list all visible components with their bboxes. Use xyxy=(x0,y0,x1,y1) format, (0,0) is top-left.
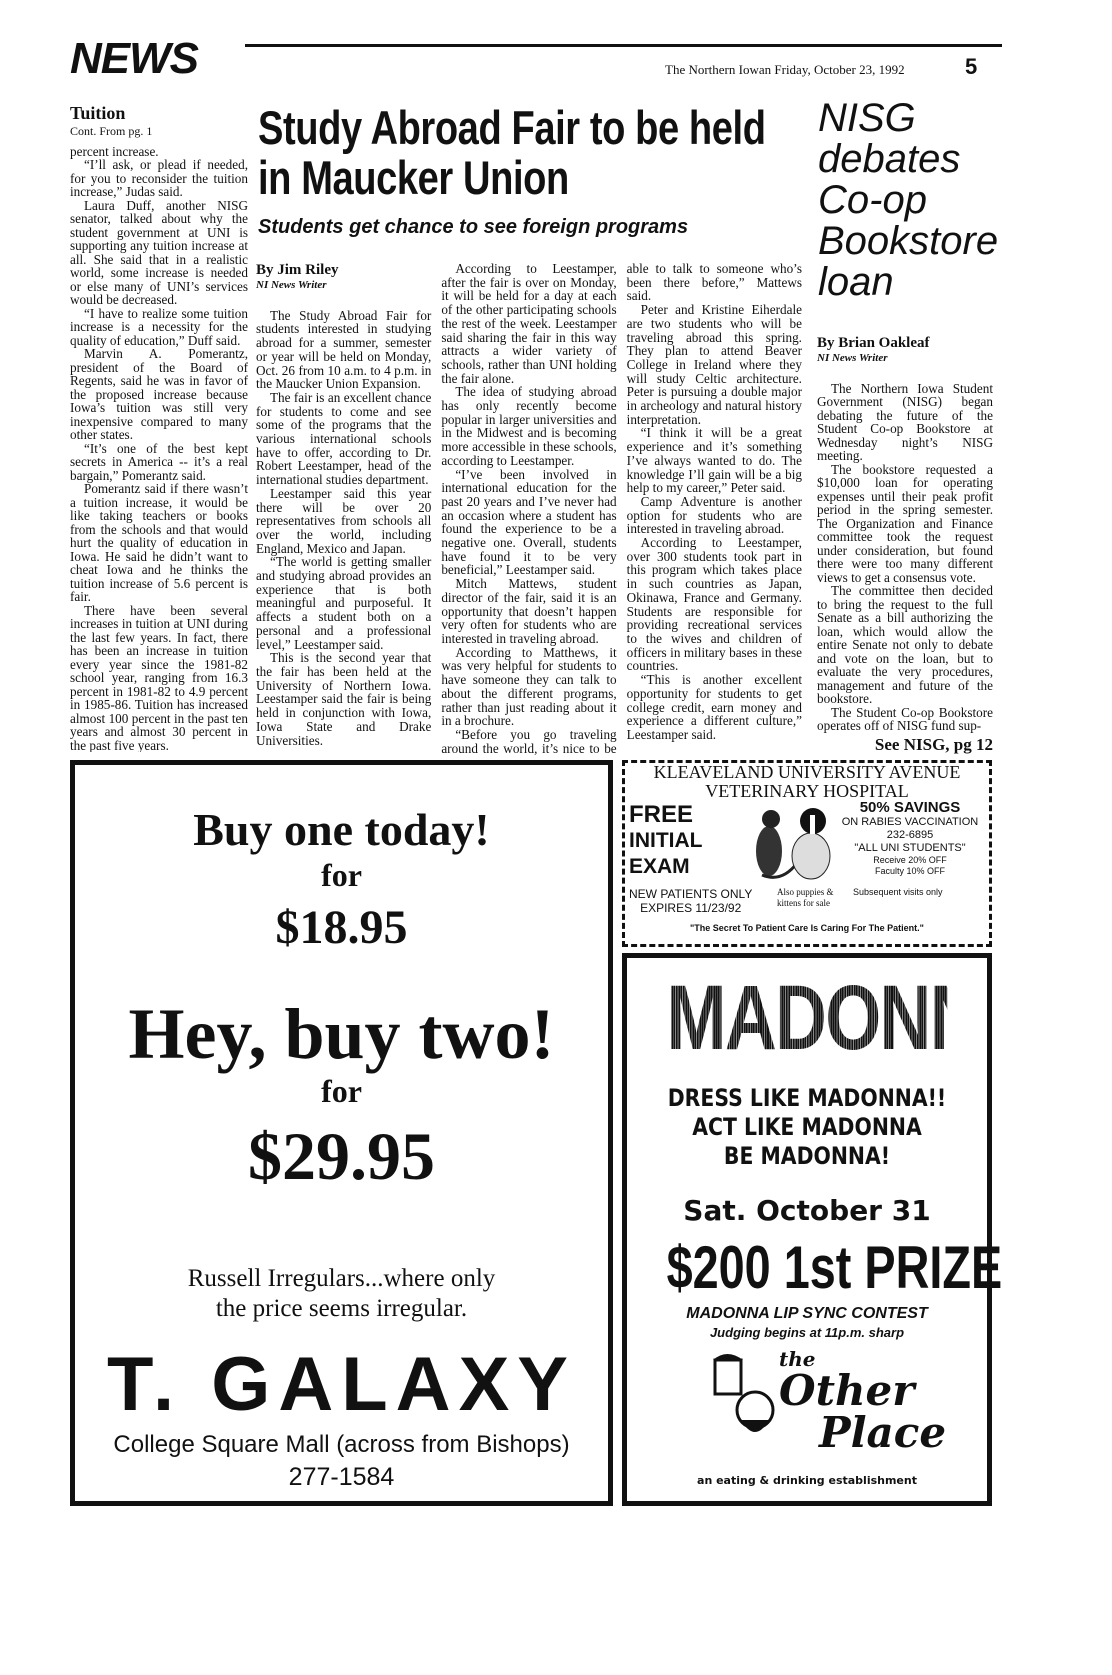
ad-price: $29.95 xyxy=(248,1118,435,1194)
ad-tagline: Russell Irregulars...where only xyxy=(187,1265,496,1292)
article-paragraph: The fair is an excellent chance for students to come and see some of the programs that the various international schools have to offer, according to Dr. Robert Leestamper, head of the international studies department. xyxy=(256,389,432,488)
writer-title: NI News Writer xyxy=(256,279,327,291)
veterinary-ad xyxy=(622,760,992,947)
t-galaxy-ad xyxy=(70,760,613,1506)
cat-and-puppy-illustration xyxy=(747,801,837,881)
madonna-title: MADONNA xyxy=(666,967,1031,1069)
savings: 50% SAVINGS xyxy=(859,799,961,816)
continued-link: See NISG, pg 12 xyxy=(874,734,993,754)
article-paragraph: “Before you go traveling around the world, it’s nice to be able to talk to someone who’s been there before,” Mattews said. xyxy=(441,262,802,756)
article-paragraph: “It’s one of the best kept secrets in America -- it’s a real bargain,” Pomerantz said. xyxy=(70,440,248,483)
byline: By Brian Oakleaf xyxy=(817,335,930,351)
ad-line: Buy one today! xyxy=(193,804,490,855)
new-patients xyxy=(629,887,752,915)
article-paragraph: According to Leestamper, over 300 students took part in this program which takes place in such countries as Japan, Okinawa, France and Germany. Students are responsible for providing recreational services to the wives and children of officers in military bases in these countries. xyxy=(626,535,802,674)
article-paragraph: There have been several increases in tuition at UNI during the last few years. In fact, there has been an increase in tuition every year since the 1981-82 school year, ranging from 16.3 percent in 1981-82 to 4.9 percent in 1985-86. Tuition has increased almost 100 percent in the past ten years and almost 30 percent in the past five years. xyxy=(70,602,248,752)
article-paragraph: percent increase. xyxy=(70,143,159,159)
dateline xyxy=(665,62,905,78)
study-abroad-subhead: Students get chance to see foreign programs xyxy=(258,216,689,238)
article-paragraph: The bookstore requested a $10,000 loan for operating expenses until their peak profit period in the spring semester. The Organization and Finance committee took the request under consideration, but found there were too many different views to get a consensus vote. xyxy=(817,461,993,585)
event-date: Sat. October 31 xyxy=(683,1194,931,1227)
article-title: Tuition xyxy=(70,103,126,123)
judging-time: Judging begins at 11p.m. sharp xyxy=(709,1325,905,1340)
article-paragraph: “The world is getting smaller and studying abroad provides an experience that is both meaningful and purposeful. It affects a student both on a personal and a professional level,” Leestamper said. xyxy=(256,554,432,652)
ad-price: $18.95 xyxy=(275,901,408,954)
other-place-logo xyxy=(779,1347,947,1457)
publication-name: The Northern Iowan xyxy=(665,62,772,77)
ad-line: ACT LIKE MADONNA xyxy=(692,1113,922,1141)
store-location: College Square Mall (across from Bishops) xyxy=(113,1431,570,1458)
vet-name-line: KLEAVELAND UNIVERSITY AVENUE xyxy=(653,762,961,782)
logo-tagline: an eating & drinking establishment xyxy=(697,1474,917,1487)
continued-from: Cont. From pg. 1 xyxy=(70,124,153,138)
vet-name-line: VETERINARY HOSPITAL xyxy=(705,781,909,801)
ad-line: BE MADONNA! xyxy=(723,1142,891,1170)
initial-text: INITIAL xyxy=(629,829,703,852)
ad-line: for xyxy=(321,1073,362,1109)
article-paragraph: This is the second year that the fair has been held at the University of Northern Iowa. Leestamper said the fair is being held in conjunction with Iowa, Iowa State and Drake Universities. xyxy=(256,650,432,748)
contest-name: MADONNA LIP SYNC CONTEST xyxy=(686,1305,928,1322)
store-phone: 277-1584 xyxy=(288,1463,395,1491)
logo-other: Other xyxy=(779,1366,915,1415)
free-text: FREE xyxy=(629,801,694,828)
uni-students: "ALL UNI STUDENTS" xyxy=(854,842,966,854)
vet-name xyxy=(625,763,989,801)
study-abroad-headline: Study Abroad Fair to be held in Maucker Union xyxy=(258,101,766,204)
store-name: T. GALAXY xyxy=(107,1342,576,1427)
madonna-contest-ad xyxy=(622,953,1031,1506)
section-title: NEWS xyxy=(70,34,198,83)
page-number: 5 xyxy=(965,54,978,79)
prize: $200 1st PRIZE xyxy=(666,1234,1003,1301)
article-paragraph: “I’ll ask, or plead if needed, for you to reconsider the tuition increase,” Judas said. xyxy=(70,157,248,199)
article-paragraph: The committee then decided to bring the request to the full Senate as a bill authorizing the loan, which would allow the entire Senate not only to debate and vote on the loan, but to evaluate the very procedures, management and future of the bookstore. xyxy=(817,583,993,706)
pets-line: Also puppies & xyxy=(777,887,834,897)
header-rule xyxy=(245,44,1002,47)
article-paragraph: Laura Duff, another NISG senator, talked about why the student government at UNI is supporting any tuition increase at all. She said that in a realistic world, some increase is needed or else many of UNI’s services would be decreased. xyxy=(70,197,248,307)
byline: By Jim Riley xyxy=(256,262,339,278)
vet-offers xyxy=(835,799,985,877)
issue-date: Friday, October 23, 1992 xyxy=(774,62,905,77)
study-abroad-article xyxy=(256,262,802,756)
article-paragraph: “I have to realize some tuition increase is a necessity for the quality of education,” Duff said. xyxy=(70,305,248,348)
article-paragraph: According to Leestamper, after the fair is over on Monday, it will be held for a day at each of the other participating schools the rest of the week. Leestamper said sharing the fair in this way attracts a wider variety of schools, rather than UNI holding the fair alone. xyxy=(441,262,617,386)
article-paragraph: “I think it will be a great experience and it’s something I’ve always wanted to do. The knowledge I’ll gain will be a big help to my career,” Peter said. xyxy=(626,425,802,496)
exam-text: EXAM xyxy=(629,855,690,878)
ad-line: for xyxy=(321,857,362,893)
ad-line: Hey, buy two! xyxy=(128,994,555,1074)
article-paragraph: “I’ve been involved in international education for the past 20 years and I’ve never had an occasion where a student has found the experience to be a negative one. Overall, students have found it to be very beneficial,” Leestamper said. xyxy=(441,466,617,578)
article-paragraph: According to Matthews, it was very helpful for students to have someone they can talk to about the different programs, rather than just reading about it in a brochure. xyxy=(441,644,617,729)
article-paragraph: The Student Co-op Bookstore operates off of NISG fund sup- xyxy=(817,704,993,733)
vet-phone: 232-6895 xyxy=(886,829,934,841)
new-patients-text: NEW PATIENTS ONLY xyxy=(629,887,753,901)
article-paragraph: The Study Abroad Fair for students interested in studying abroad for a summer, semester or year will be held on Monday, Oct. 26 from 10 a.m. to 4 p.m. in the Maucker Union Expansion. xyxy=(256,307,432,392)
article-paragraph: Camp Adventure is another option for students who are interested in traveling abroad. xyxy=(626,493,802,537)
vet-motto: "The Secret To Patient Care Is Caring For The Patient." xyxy=(690,923,924,933)
nisg-article xyxy=(817,335,993,755)
logo-the: the xyxy=(779,1347,816,1371)
faculty-discount: Faculty 10% OFF xyxy=(874,866,946,876)
article-paragraph: Leestamper said this year there will be over 20 representatives from schools all over the world, including England, Mexico and Japan. xyxy=(256,485,432,556)
article-paragraph: Marvin A. Pomerantz, president of the Board of Regents, said he was in favor of the proposed increase because Iowa’s tuition was still very inexpensive compared to many other states. xyxy=(70,346,248,442)
logo-place: Place xyxy=(819,1408,947,1457)
free-exam xyxy=(629,802,703,880)
article-paragraph: The idea of studying abroad has only recently become popular in larger universities and in the Midwest and is becoming more accessible in these schools, according to Leestamper. xyxy=(441,384,617,468)
article-paragraph: “This is another excellent opportunity for students to get college credit, earn money and experience a different culture,” Leestamper said. xyxy=(626,672,802,742)
tuition-article xyxy=(70,103,248,752)
rabies: ON RABIES VACCINATION xyxy=(841,816,979,828)
beer-mug-mascot-icon xyxy=(707,1352,777,1447)
subsequent-visits: Subsequent visits only xyxy=(853,887,943,897)
nisg-headline: NISG debates Co-op Bookstore loan xyxy=(818,96,999,304)
expiry: EXPIRES 11/23/92 xyxy=(640,901,742,915)
article-paragraph: Mitch Mattews, student director of the fair, said it is an opportunity that doesn’t happen very often for students who are interested in traveling abroad. xyxy=(441,576,617,646)
pets-for-sale xyxy=(777,887,834,909)
writer-title: NI News Writer xyxy=(817,352,888,364)
pets-line: kittens for sale xyxy=(777,898,830,908)
article-paragraph: The Northern Iowa Student Government (NISG) began debating the future of the Student Co-op Bookstore at Wednesday night’s NISG meeting. xyxy=(817,380,993,463)
article-paragraph: Pomerantz said if there wasn’t a tuition increase, it would be like taking teachers or books from the schools and that would hurt the quality of education in Iowa. He said he didn’t want to cheat Iowa and he thinks the tuition increase of 5.6 percent is fair. xyxy=(70,481,248,604)
student-discount: Receive 20% OFF xyxy=(873,855,947,865)
ad-line: DRESS LIKE MADONNA!! xyxy=(667,1084,947,1112)
ad-tagline: the price seems irregular. xyxy=(215,1295,468,1322)
article-paragraph: Peter and Kristine Eiherdale are two students who will be traveling abroad this spring. They plan to attend Beaver College in Ireland where they will study Celtic architecture. Peter is pursuing a double major in archeology and natural history interpretation. xyxy=(626,302,802,427)
